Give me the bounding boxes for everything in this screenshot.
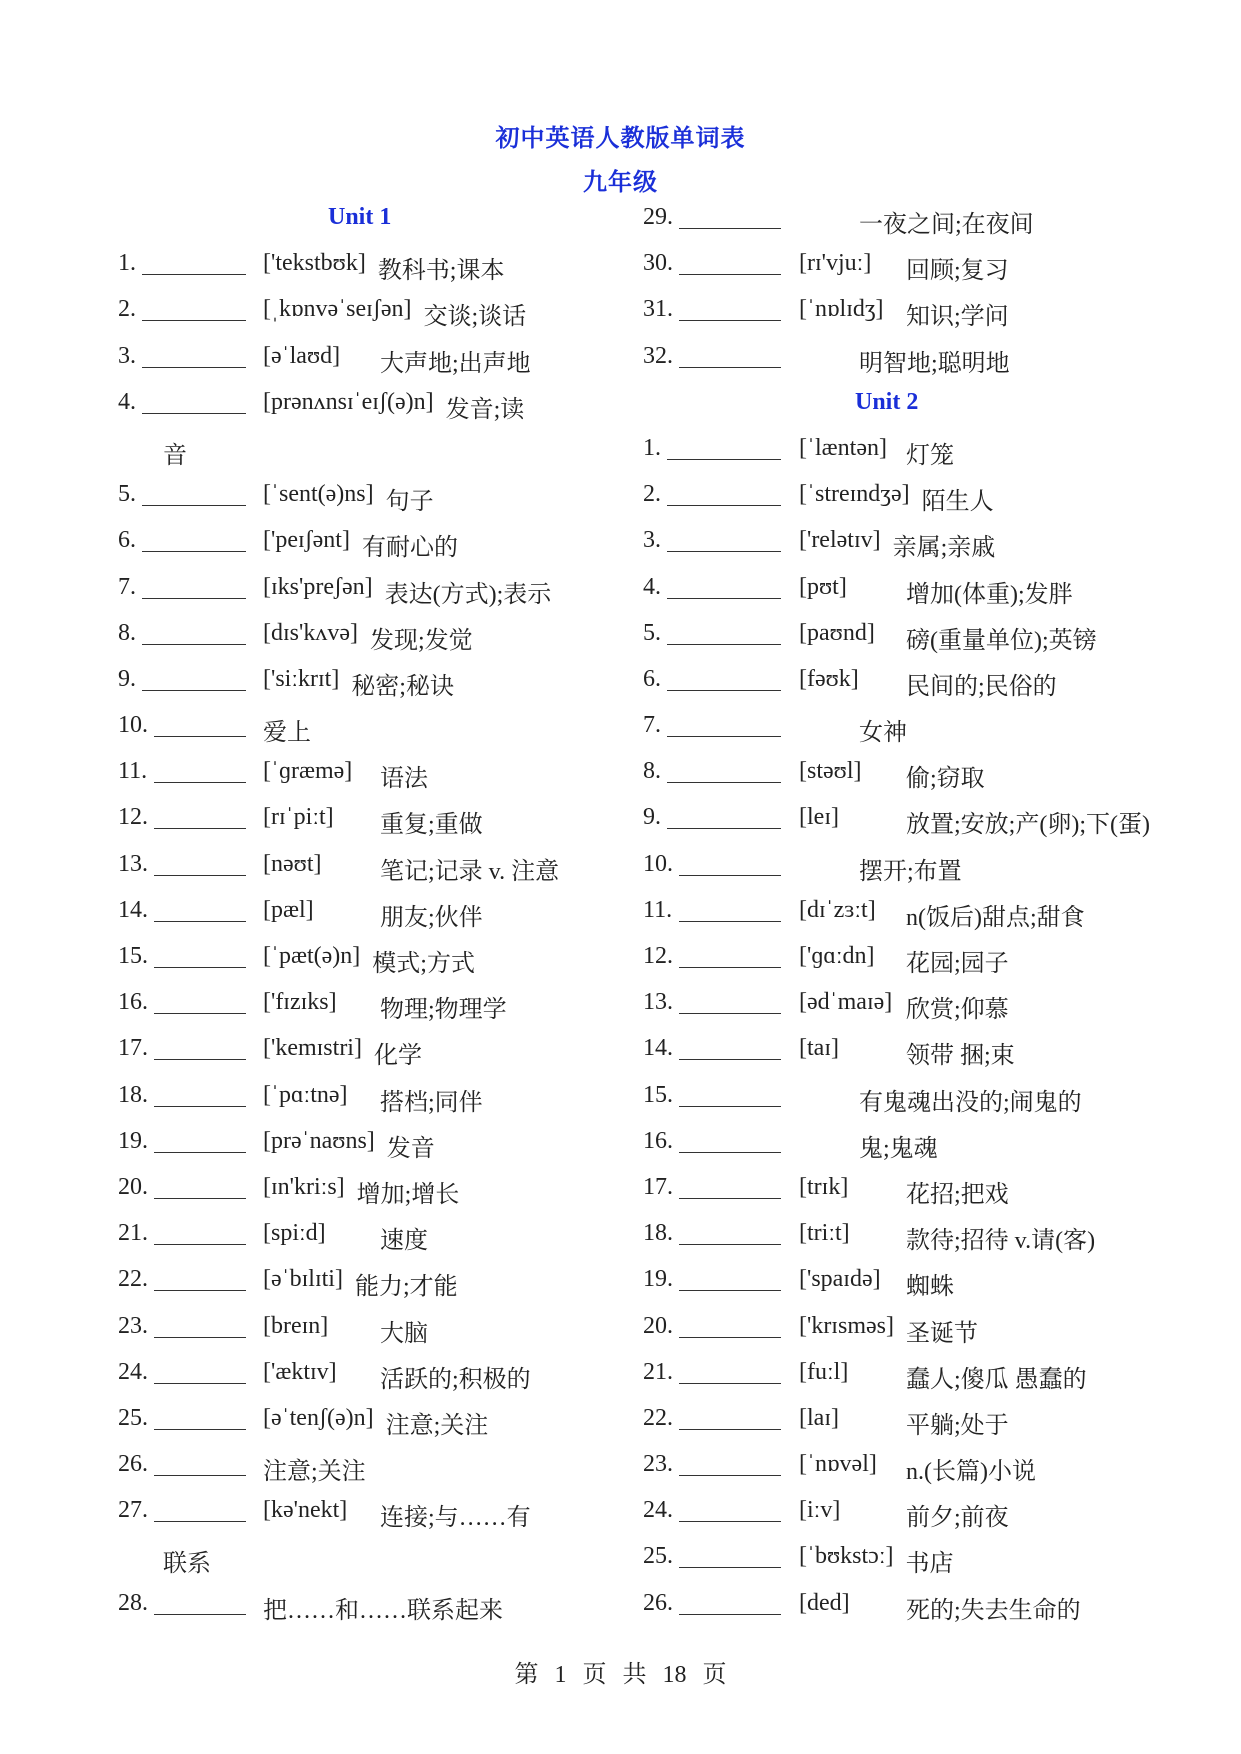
- word-meaning: 注意;关注: [385, 1412, 489, 1439]
- vocab-entry: [643, 1309, 1143, 1355]
- answer-blank[interactable]: [154, 804, 246, 829]
- phonetic-transcription: ['kemɪstri]: [263, 1035, 362, 1062]
- entry-number: 23.: [643, 1451, 673, 1478]
- word-meaning: 平躺;处于: [906, 1412, 1009, 1439]
- answer-blank[interactable]: [679, 1543, 781, 1568]
- answer-blank[interactable]: [154, 1451, 246, 1476]
- vocab-entry: [118, 339, 608, 385]
- word-meaning: 把……和……联系起来: [263, 1597, 503, 1624]
- answer-blank[interactable]: [154, 1497, 246, 1522]
- phonetic-transcription: [breɪn]: [263, 1312, 329, 1339]
- entry-number: 9.: [643, 804, 661, 831]
- entry-number: 8.: [643, 758, 661, 785]
- entry-number: 24.: [643, 1497, 673, 1524]
- vocab-entry: [118, 662, 608, 708]
- phonetic-transcription: [pæl]: [263, 896, 314, 923]
- answer-blank[interactable]: [154, 1128, 246, 1153]
- word-meaning: 朋友;伙伴: [380, 904, 483, 931]
- answer-blank[interactable]: [154, 1590, 246, 1615]
- unit-heading-label: Unit 1: [328, 204, 392, 230]
- entry-number: 24.: [118, 1358, 148, 1385]
- phonetic-transcription: [ded]: [799, 1589, 850, 1616]
- word-meaning: 增加(体重);发胖: [906, 581, 1073, 608]
- entry-number: 26.: [118, 1451, 148, 1478]
- word-meaning: 发音: [386, 1135, 435, 1162]
- answer-blank[interactable]: [679, 1082, 781, 1107]
- entry-number: 10.: [118, 712, 148, 739]
- word-meaning: 花招;把戏: [906, 1181, 1009, 1208]
- word-meaning: 大声地;出声地: [380, 350, 531, 377]
- unit-heading-label: Unit 2: [855, 388, 919, 415]
- vocab-entry: [643, 754, 1143, 800]
- entry-number: 29.: [643, 204, 673, 230]
- phonetic-transcription: ['peɪʃənt]: [263, 527, 350, 554]
- entry-number: 5.: [643, 619, 661, 646]
- answer-blank[interactable]: [679, 1266, 781, 1291]
- vocab-entry: [643, 1078, 1143, 1124]
- phonetic-transcription: ['æktɪv]: [263, 1358, 337, 1385]
- page-subtitle: 九年级: [583, 170, 658, 196]
- vocab-entry: [118, 1493, 608, 1539]
- word-meaning: 连接;与……有: [380, 1505, 531, 1532]
- phonetic-transcription: [ˈbʊkstɔː]: [799, 1543, 894, 1570]
- phonetic-transcription: [ˈɡræmə]: [263, 758, 353, 785]
- phonetic-transcription: [fuːl]: [799, 1358, 849, 1385]
- word-meaning: 发现;发觉: [369, 627, 473, 654]
- word-meaning: 秘密;秘诀: [351, 673, 454, 700]
- answer-blank[interactable]: [679, 1359, 781, 1384]
- phonetic-transcription: [pʊt]: [799, 573, 847, 600]
- word-meaning: 交谈;谈话: [423, 304, 527, 331]
- word-meaning: 回顾;复习: [906, 258, 1009, 285]
- answer-blank[interactable]: [679, 1313, 781, 1338]
- answer-blank[interactable]: [154, 1313, 246, 1338]
- vocab-entry: [118, 1309, 608, 1355]
- entry-number: 17.: [118, 1035, 148, 1062]
- word-meaning: 模式;方式: [372, 951, 475, 977]
- answer-blank[interactable]: [667, 574, 781, 599]
- entry-number: 15.: [118, 943, 148, 969]
- vocab-entry: [118, 246, 608, 292]
- left-column: [118, 200, 608, 1632]
- vocab-entry: [643, 985, 1143, 1031]
- answer-blank[interactable]: [667, 804, 781, 829]
- phonetic-transcription: ['spaɪdə]: [799, 1266, 881, 1293]
- entry-number: 31.: [643, 296, 673, 323]
- vocab-entry: [118, 893, 608, 939]
- word-meaning: 明智地;聪明地: [859, 350, 1010, 377]
- answer-blank[interactable]: [679, 1451, 781, 1476]
- entry-number: 12.: [643, 943, 673, 969]
- entry-number: 25.: [118, 1404, 148, 1431]
- word-meaning: 速度: [380, 1228, 428, 1255]
- vocab-entry: [643, 1170, 1143, 1216]
- entry-number: 14.: [643, 1035, 673, 1062]
- phonetic-transcription: [ˌkɒnvəˈseɪʃən]: [263, 296, 412, 323]
- entry-number: 22.: [118, 1266, 148, 1293]
- answer-blank[interactable]: [142, 296, 246, 321]
- answer-blank[interactable]: [679, 989, 781, 1014]
- word-meaning: 蜘蛛: [906, 1274, 954, 1301]
- phonetic-transcription: [trɪk]: [799, 1173, 849, 1200]
- word-meaning: 爱上: [263, 720, 311, 747]
- entry-number: 20.: [643, 1312, 673, 1339]
- answer-blank[interactable]: [154, 1220, 246, 1245]
- meaning-continuation: [118, 1539, 608, 1585]
- word-meaning: 增加;增长: [356, 1181, 460, 1208]
- answer-blank[interactable]: [154, 1405, 246, 1430]
- word-meaning: 灯笼: [906, 442, 954, 469]
- vocab-entry: [118, 1447, 608, 1493]
- phonetic-transcription: [ˈsent(ə)ns]: [263, 481, 374, 508]
- vocab-entry: [643, 1493, 1143, 1539]
- vocab-entry: [643, 292, 1143, 338]
- vocab-entry: [118, 477, 608, 523]
- answer-blank[interactable]: [679, 897, 781, 922]
- phonetic-transcription: ['krɪsməs]: [799, 1312, 894, 1339]
- meaning-continuation: [118, 431, 608, 477]
- answer-blank[interactable]: [667, 435, 781, 460]
- answer-blank[interactable]: [154, 897, 246, 922]
- phonetic-transcription: [ˈnɒlɪdʒ]: [799, 296, 884, 323]
- phonetic-transcription: [stəʊl]: [799, 758, 862, 785]
- vocab-entry: [643, 662, 1143, 708]
- entry-number: 1.: [643, 434, 661, 461]
- vocab-entry: [118, 385, 608, 431]
- entry-number: 16.: [643, 1127, 673, 1154]
- entry-number: 6.: [118, 527, 136, 554]
- entry-number: 7.: [643, 712, 661, 739]
- word-meaning: 有耐心的: [361, 535, 458, 562]
- word-meaning: 发音;读: [445, 396, 525, 423]
- phonetic-transcription: [ˈnɒvəl]: [799, 1451, 877, 1478]
- entry-number: 5.: [118, 481, 136, 508]
- vocab-entry: [643, 1216, 1143, 1262]
- vocab-entry: [118, 1262, 608, 1308]
- entry-number: 3.: [643, 527, 661, 554]
- vocab-entry: [118, 1401, 608, 1447]
- vocab-entry: [118, 1170, 608, 1216]
- word-meaning: 死的;失去生命的: [906, 1597, 1081, 1624]
- answer-blank[interactable]: [142, 527, 246, 552]
- phonetic-transcription: ['siːkrɪt]: [263, 665, 340, 692]
- entry-number: 21.: [643, 1358, 673, 1385]
- entry-number: 12.: [118, 804, 148, 831]
- vocab-entry: [118, 570, 608, 616]
- vocab-entry: [643, 339, 1143, 385]
- answer-blank[interactable]: [679, 343, 781, 368]
- entry-number: 26.: [643, 1589, 673, 1616]
- entry-number: 18.: [643, 1220, 673, 1247]
- phonetic-transcription: [ˈstreɪndʒə]: [799, 481, 910, 508]
- word-meaning: 前夕;前夜: [906, 1505, 1009, 1532]
- vocab-entry: [643, 200, 1143, 246]
- entry-number: 13.: [643, 989, 673, 1016]
- answer-blank[interactable]: [679, 296, 781, 321]
- answer-blank[interactable]: [154, 1359, 246, 1384]
- vocab-entry: [643, 1355, 1143, 1401]
- word-meaning: 款待;招待 v.请(客): [906, 1228, 1096, 1255]
- answer-blank[interactable]: [667, 527, 781, 552]
- entry-number: 25.: [643, 1543, 673, 1570]
- answer-blank[interactable]: [679, 250, 781, 275]
- answer-blank[interactable]: [154, 851, 246, 876]
- answer-blank[interactable]: [142, 666, 246, 691]
- entry-number: 19.: [118, 1127, 148, 1154]
- word-meaning: 陌生人: [921, 489, 994, 516]
- phonetic-transcription: [ɪks'preʃən]: [263, 573, 373, 600]
- word-meaning: 句子: [385, 489, 434, 516]
- word-meaning: 鬼;鬼魂: [859, 1135, 938, 1162]
- word-meaning: 重复;重做: [380, 812, 483, 839]
- word-meaning: 圣诞节: [905, 1320, 978, 1347]
- phonetic-transcription: [paʊnd]: [799, 619, 875, 646]
- phonetic-transcription: [iːv]: [799, 1497, 841, 1524]
- entry-number: 17.: [643, 1173, 673, 1200]
- vocab-entry: [643, 1401, 1143, 1447]
- phonetic-transcription: [ˈpæt(ə)n]: [263, 943, 361, 969]
- vocab-entry: [643, 1262, 1143, 1308]
- answer-blank[interactable]: [154, 1035, 246, 1060]
- answer-blank[interactable]: [679, 1405, 781, 1430]
- word-meaning: 放置;安放;产(卵);下(蛋): [906, 812, 1150, 839]
- entry-number: 10.: [643, 850, 673, 877]
- answer-blank[interactable]: [679, 1035, 781, 1060]
- entry-number: 32.: [643, 342, 673, 369]
- answer-blank[interactable]: [679, 851, 781, 876]
- word-meaning: 女神: [859, 720, 907, 747]
- word-meaning: 大脑: [380, 1320, 428, 1347]
- vocab-entry: [643, 1539, 1143, 1585]
- word-meaning: 欣赏;仰慕: [906, 997, 1009, 1024]
- word-meaning: 物理;物理学: [380, 997, 507, 1024]
- answer-blank[interactable]: [142, 574, 246, 599]
- vocab-entry: [118, 939, 608, 985]
- answer-blank[interactable]: [679, 1128, 781, 1153]
- entry-number: 14.: [118, 896, 148, 923]
- answer-blank[interactable]: [679, 1590, 781, 1615]
- entry-number: 22.: [643, 1404, 673, 1431]
- phonetic-transcription: ['relətɪv]: [799, 527, 881, 554]
- word-meaning: 能力;才能: [354, 1274, 458, 1301]
- entry-number: 16.: [118, 989, 148, 1016]
- vocab-entry: [118, 1586, 608, 1632]
- phonetic-transcription: [laɪ]: [799, 1404, 839, 1431]
- entry-number: 15.: [643, 1081, 673, 1108]
- vocab-entry: [118, 523, 608, 569]
- vocab-entry: [118, 1078, 608, 1124]
- word-meaning: 领带 捆;束: [906, 1043, 1015, 1070]
- entry-number: 3.: [118, 342, 136, 369]
- page-title: 初中英语人教版单词表: [495, 126, 746, 152]
- entry-number: 8.: [118, 619, 136, 646]
- answer-blank[interactable]: [679, 1220, 781, 1245]
- answer-blank[interactable]: [667, 712, 781, 737]
- entry-number: 20.: [118, 1173, 148, 1200]
- vocab-entry: [643, 800, 1150, 846]
- vocab-entry: [118, 292, 608, 338]
- word-meaning: 活跃的;积极的: [380, 1366, 531, 1393]
- vocab-entry: [118, 847, 608, 893]
- vocab-entry: [118, 1355, 608, 1401]
- answer-blank[interactable]: [667, 620, 781, 645]
- word-meaning: 语法: [380, 766, 428, 793]
- word-meaning: 注意;关注: [263, 1459, 366, 1486]
- answer-blank[interactable]: [154, 712, 246, 737]
- answer-blank[interactable]: [154, 1082, 246, 1107]
- vocab-entry: [643, 477, 1143, 523]
- entry-number: 7.: [118, 573, 136, 600]
- word-meaning: 亲属;亲戚: [892, 535, 996, 562]
- answer-blank[interactable]: [142, 389, 246, 414]
- vocab-entry: [118, 616, 608, 662]
- answer-blank[interactable]: [142, 250, 246, 275]
- phonetic-transcription: ['ɡɑːdn]: [799, 943, 875, 969]
- entry-number: 23.: [118, 1312, 148, 1339]
- word-meaning: 知识;学问: [906, 304, 1009, 331]
- vocab-entry: [643, 616, 1143, 662]
- entry-number: 13.: [118, 850, 148, 877]
- entry-number: 9.: [118, 665, 136, 692]
- phonetic-transcription: [taɪ]: [799, 1035, 839, 1062]
- vocab-entry: [118, 754, 608, 800]
- entry-number: 6.: [643, 665, 661, 692]
- answer-blank[interactable]: [679, 1174, 781, 1199]
- vocab-entry: [643, 1124, 1143, 1170]
- phonetic-transcription: [ədˈmaɪə]: [799, 989, 893, 1016]
- entry-number: 21.: [118, 1220, 148, 1247]
- answer-blank[interactable]: [679, 1497, 781, 1522]
- answer-blank[interactable]: [142, 620, 246, 645]
- word-meaning: 教科书;课本: [377, 258, 505, 285]
- phonetic-transcription: [nəʊt]: [263, 850, 322, 877]
- answer-blank[interactable]: [154, 1174, 246, 1199]
- word-meaning: 磅(重量单位);英镑: [906, 627, 1097, 654]
- word-meaning: 表达(方式);表示: [384, 581, 552, 608]
- phonetic-transcription: [əˈlaʊd]: [263, 342, 341, 369]
- page-footer: 第 1 页 共 18 页: [514, 1662, 727, 1688]
- phonetic-transcription: [ˈlæntən]: [799, 434, 887, 461]
- phonetic-transcription: [kə'nekt]: [263, 1497, 348, 1524]
- entry-number: 28.: [118, 1589, 148, 1616]
- vocab-entry: [643, 570, 1143, 616]
- unit-heading: [118, 200, 608, 246]
- answer-blank[interactable]: [154, 1266, 246, 1291]
- meaning-continuation-text: 联系: [163, 1551, 211, 1578]
- answer-blank[interactable]: [154, 989, 246, 1014]
- phonetic-transcription: [əˈbɪlɪti]: [263, 1266, 343, 1293]
- answer-blank[interactable]: [154, 758, 246, 783]
- phonetic-transcription: [dɪˈzɜːt]: [799, 896, 876, 923]
- word-meaning: 一夜之间;在夜间: [859, 212, 1034, 238]
- vocab-entry: [643, 431, 1143, 477]
- vocab-entry: [643, 1586, 1143, 1632]
- entry-number: 18.: [118, 1081, 148, 1108]
- answer-blank[interactable]: [154, 943, 246, 968]
- meaning-continuation-text: 音: [163, 442, 187, 469]
- phonetic-transcription: [fəʊk]: [799, 665, 859, 692]
- entry-number: 19.: [643, 1266, 673, 1293]
- vocab-entry: [643, 523, 1143, 569]
- vocab-entry: [643, 1447, 1143, 1493]
- phonetic-transcription: [dɪs'kʌvə]: [263, 619, 358, 646]
- answer-blank[interactable]: [667, 481, 781, 506]
- word-meaning: 蠢人;傻瓜 愚蠢的: [906, 1366, 1087, 1393]
- vocab-entry: [643, 893, 1143, 939]
- answer-blank[interactable]: [667, 666, 781, 691]
- answer-blank[interactable]: [679, 204, 781, 229]
- phonetic-transcription: [ˈpɑːtnə]: [263, 1081, 348, 1108]
- phonetic-transcription: [prəˈnaʊns]: [263, 1127, 375, 1154]
- entry-number: 2.: [118, 296, 136, 323]
- right-column: [643, 200, 1150, 1632]
- answer-blank[interactable]: [679, 943, 781, 968]
- vocab-entry: [643, 1031, 1143, 1077]
- word-meaning: 搭档;同伴: [380, 1089, 483, 1116]
- word-meaning: 化学: [373, 1043, 422, 1070]
- word-meaning: n(饭后)甜点;甜食: [906, 904, 1085, 931]
- answer-blank[interactable]: [667, 758, 781, 783]
- vocab-entry: [118, 708, 608, 754]
- word-meaning: 有鬼魂出没的;闹鬼的: [859, 1089, 1082, 1116]
- word-meaning: 书店: [905, 1551, 954, 1578]
- phonetic-transcription: [əˈtenʃ(ə)n]: [263, 1404, 374, 1431]
- word-meaning: 笔记;记录 v. 注意: [380, 858, 560, 885]
- vocab-entry: [643, 939, 1143, 985]
- entry-number: 1.: [118, 250, 136, 277]
- phonetic-transcription: [spiːd]: [263, 1220, 326, 1247]
- word-meaning: n.(长篇)小说: [906, 1459, 1036, 1486]
- word-meaning: 花园;园子: [906, 951, 1009, 977]
- word-meaning: 偷;窃取: [906, 766, 985, 793]
- phonetic-transcription: [ɪn'kriːs]: [263, 1173, 345, 1200]
- phonetic-transcription: ['tekstbʊk]: [263, 250, 366, 277]
- vocab-entry: [643, 246, 1143, 292]
- phonetic-transcription: [leɪ]: [799, 804, 839, 831]
- vocab-entry: [118, 1124, 608, 1170]
- phonetic-transcription: ['fɪzɪks]: [263, 989, 337, 1016]
- answer-blank[interactable]: [142, 481, 246, 506]
- vocab-entry: [118, 1031, 608, 1077]
- entry-number: 4.: [643, 573, 661, 600]
- entry-number: 30.: [643, 250, 673, 277]
- entry-number: 11.: [643, 896, 673, 923]
- phonetic-transcription: [prənʌnsɪˈeɪʃ(ə)n]: [263, 388, 434, 415]
- vocab-entry: [643, 847, 1143, 893]
- entry-number: 27.: [118, 1497, 148, 1524]
- phonetic-transcription: [rɪˈpiːt]: [263, 804, 334, 831]
- unit-heading: [643, 385, 1143, 431]
- word-meaning: 摆开;布置: [859, 858, 962, 885]
- entry-number: 2.: [643, 481, 661, 508]
- vocab-entry: [118, 800, 608, 846]
- vocab-entry: [118, 1216, 608, 1262]
- entry-number: 11.: [118, 758, 148, 785]
- phonetic-transcription: [rɪ'vjuː]: [799, 250, 872, 277]
- phonetic-transcription: [triːt]: [799, 1220, 850, 1247]
- answer-blank[interactable]: [142, 343, 246, 368]
- vocab-entry: [118, 985, 608, 1031]
- word-meaning: 民间的;民俗的: [906, 673, 1057, 700]
- entry-number: 4.: [118, 388, 136, 415]
- vocab-entry: [643, 708, 1143, 754]
